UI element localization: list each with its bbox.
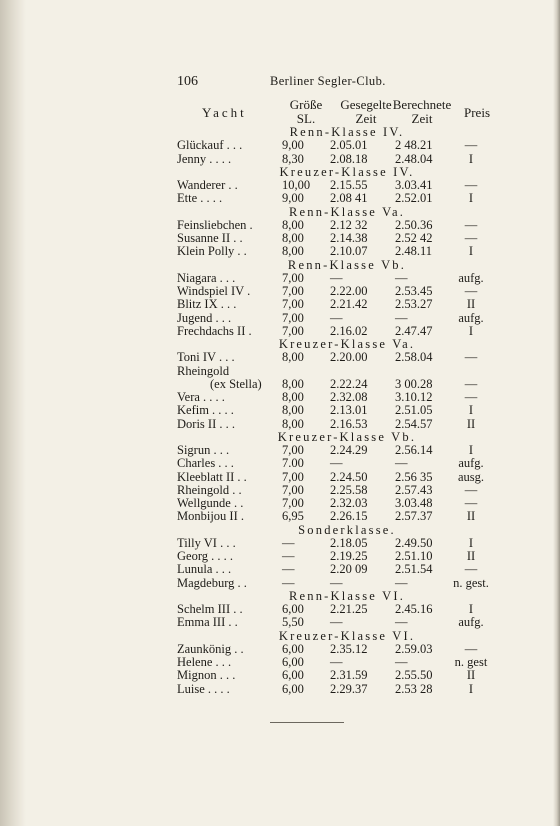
prize: aufg. — [458, 456, 484, 471]
corrected-time: 2.58.04 — [395, 350, 433, 365]
prize: II — [466, 416, 476, 431]
corrected-time: 3 00.28 — [395, 376, 433, 391]
prize: II — [466, 297, 476, 312]
sail-area: — — [282, 562, 295, 577]
corrected-time: 2.50.36 — [395, 217, 433, 232]
sail-area: 8,00 — [282, 403, 304, 418]
sail-area: 9,00 — [282, 191, 304, 206]
yacht-name: Schelm III . . — [177, 602, 243, 616]
corrected-time: 2.54.57 — [395, 416, 433, 431]
prize: I — [468, 535, 474, 550]
yacht-name: Klein Polly . . — [177, 244, 247, 259]
yacht-name: Emma III . . — [177, 615, 238, 630]
sailed-time: 2.32.08 — [330, 390, 368, 404]
sail-area: 7,00 — [282, 469, 304, 484]
sail-area: 7.00 — [282, 456, 304, 471]
prize: II — [466, 549, 476, 563]
sailed-time: 2.13.01 — [330, 403, 368, 418]
sail-area: 7,00 — [282, 270, 304, 285]
prize: — — [464, 284, 478, 298]
sail-area: 7,00 — [282, 323, 304, 338]
sailed-time: 2.14.38 — [330, 231, 368, 245]
class-heading-text: Kreuzer-Klasse Va. — [278, 337, 416, 351]
yacht-name: Vera . . . . — [177, 390, 225, 404]
sail-area: 6,00 — [282, 655, 304, 669]
corrected-time: 2.56 35 — [395, 469, 433, 484]
class-heading-text: Renn-Klasse VI. — [288, 588, 406, 603]
yacht-name: Niagara . . . — [177, 270, 236, 285]
header-gesegelte-line2: Zeit — [355, 111, 377, 126]
table-row — [0, 656, 560, 669]
class-heading-text: Renn-Klasse Va. — [288, 204, 406, 219]
sailed-time: 2.10.07 — [330, 244, 368, 259]
prize: II — [466, 509, 476, 524]
table-row — [0, 153, 560, 166]
yacht-name: Blitz IX . . . — [177, 297, 237, 312]
corrected-time: 2 48.21 — [395, 138, 433, 153]
prize: I — [468, 244, 474, 259]
sailed-time: 2.20 09 — [330, 562, 368, 577]
header-gesegelte-line1: Gesegelte — [340, 97, 392, 112]
closing-rule — [270, 722, 344, 723]
sail-area: 8,30 — [282, 151, 304, 166]
sailed-time: 2.24.29 — [330, 443, 368, 457]
class-heading-text: Kreuzer-Klasse Vb. — [277, 429, 417, 444]
class-heading — [0, 630, 560, 643]
corrected-time: 2.53.27 — [395, 297, 433, 312]
table-row — [0, 563, 560, 576]
yacht-name: Sigrun . . . — [177, 443, 230, 457]
prize: — — [464, 178, 478, 192]
header-berechnete-zeit — [384, 98, 460, 126]
yacht-name: Toni IV . . . — [177, 350, 235, 365]
yacht-name: Tilly VI . . . — [177, 535, 236, 550]
table-row — [0, 616, 560, 629]
prize: ausg. — [457, 469, 485, 484]
corrected-time: 2.53 28 — [395, 681, 433, 696]
sailed-time: 2.18.05 — [330, 535, 368, 550]
yacht-name: Helene . . . — [177, 655, 232, 669]
corrected-time: 2.48.11 — [395, 244, 433, 259]
sailed-time: 2.12 32 — [330, 217, 368, 232]
sailed-time: 2.21.25 — [330, 602, 368, 616]
sailed-time: 2.31.59 — [330, 668, 368, 683]
sail-area: — — [282, 549, 295, 563]
sail-area: 6,00 — [282, 681, 304, 696]
sailed-time: 2.26.15 — [330, 509, 368, 524]
prize: aufg. — [458, 270, 484, 285]
sail-area: 6,00 — [282, 668, 304, 683]
class-heading — [0, 166, 560, 179]
prize: — — [464, 390, 478, 404]
prize: I — [468, 681, 474, 696]
corrected-time: 2.57.43 — [395, 482, 433, 497]
corrected-time: 2.52 42 — [395, 231, 433, 245]
sail-area: 7,00 — [282, 297, 304, 312]
table-row — [0, 643, 560, 656]
corrected-time: — — [395, 310, 408, 325]
table-row — [0, 484, 560, 497]
corrected-time: 2.59.03 — [395, 641, 433, 656]
sail-area: 8,00 — [282, 350, 304, 365]
sailed-time: 2.22.24 — [330, 376, 368, 391]
sailed-time: 2.08.18 — [330, 151, 368, 166]
table-row — [0, 444, 560, 457]
sailed-time: — — [330, 456, 343, 471]
yacht-name: Kefim . . . . — [177, 403, 234, 418]
table-row — [0, 669, 560, 682]
yacht-name: Mignon . . . — [177, 668, 236, 683]
prize: — — [464, 138, 478, 153]
sail-area: 8,00 — [282, 390, 304, 404]
sail-area: 7,00 — [282, 310, 304, 325]
yacht-name: Kleeblatt II . . — [177, 469, 247, 484]
corrected-time: 2.49.50 — [395, 535, 433, 550]
yacht-name: Feinsliebchen . — [177, 217, 253, 232]
corrected-time: 2.56.14 — [395, 443, 433, 457]
sailed-time: 2.05.01 — [330, 138, 368, 153]
corrected-time: 2.51.10 — [395, 549, 433, 563]
yacht-name: Georg . . . . — [177, 549, 234, 563]
sail-area: 5,50 — [282, 615, 304, 630]
sailed-time: — — [330, 655, 343, 669]
class-heading-text: Kreuzer-Klasse IV. — [279, 164, 415, 179]
table-row — [0, 179, 560, 192]
sailed-time: 2.16.02 — [330, 323, 368, 338]
class-heading-text: Renn-Klasse Vb. — [287, 257, 407, 272]
prize: I — [468, 191, 474, 206]
header-berechnete-line1: Berechnete — [392, 97, 452, 112]
header-berechnete-line2: Zeit — [411, 111, 433, 126]
yacht-name: Luise . . . . — [177, 681, 230, 696]
sail-area: 7,00 — [282, 443, 304, 457]
sailed-time: 2.32.03 — [330, 496, 368, 510]
sail-area: 8,00 — [282, 416, 304, 431]
yacht-name: Ette . . . . — [177, 191, 223, 206]
corrected-time: 3.10.12 — [395, 390, 433, 404]
yacht-name: Rheingold . . — [177, 482, 242, 497]
class-heading — [0, 590, 560, 603]
corrected-time: 3.03.41 — [395, 178, 433, 192]
sailed-time: 2.25.58 — [330, 482, 368, 497]
sailed-time: 2.22.00 — [330, 284, 368, 298]
yacht-name: Magdeburg . . — [177, 575, 247, 590]
corrected-time: 2.48.04 — [395, 151, 433, 166]
prize: — — [464, 641, 478, 656]
yacht-name: Susanne II . . — [177, 231, 243, 245]
table-row — [0, 418, 560, 431]
sail-area: 8,00 — [282, 217, 304, 232]
yacht-name: Doris II . . . — [177, 416, 235, 431]
class-heading — [0, 431, 560, 444]
prize: I — [468, 403, 474, 418]
table-row — [0, 404, 560, 417]
table-row — [0, 312, 560, 325]
yacht-name: (ex Stella) — [210, 376, 262, 391]
prize: n. gest — [454, 655, 488, 669]
yacht-name: Rheingold — [177, 363, 230, 378]
yacht-name: Frechdachs II . — [177, 323, 252, 338]
prize: — — [464, 562, 478, 577]
table-row — [0, 192, 560, 205]
table-row — [0, 471, 560, 484]
table-row — [0, 603, 560, 616]
corrected-time: 2.45.16 — [395, 602, 433, 616]
sail-area: 8,00 — [282, 244, 304, 259]
corrected-time: — — [395, 270, 408, 285]
table-row — [0, 378, 560, 391]
prize: — — [464, 482, 478, 497]
yacht-name: Jugend . . . — [177, 310, 232, 325]
prize: — — [464, 231, 478, 245]
class-heading — [0, 206, 560, 219]
corrected-time: 2.51.05 — [395, 403, 433, 418]
yacht-name: Monbijou II . — [177, 509, 245, 524]
corrected-time: — — [395, 456, 408, 471]
running-head: Berliner Segler-Club. — [270, 74, 386, 88]
class-heading — [0, 338, 560, 351]
yacht-name: Charles . . . — [177, 456, 234, 471]
table-row — [0, 497, 560, 510]
table-row — [0, 351, 560, 364]
table-row — [0, 457, 560, 470]
yacht-name: Zaunkönig . . — [177, 641, 244, 656]
sailed-time: 2.35.12 — [330, 641, 368, 656]
yacht-name: Glückauf . . . — [177, 138, 243, 153]
sail-area: 10,00 — [282, 178, 311, 192]
prize: aufg. — [458, 615, 484, 630]
corrected-time: 2.57.37 — [395, 509, 433, 524]
yacht-name: Jenny . . . . — [177, 151, 232, 166]
sail-area: 9,00 — [282, 138, 304, 153]
table-row — [0, 325, 560, 338]
prize: — — [464, 496, 478, 510]
header-groesse — [276, 98, 336, 126]
prize: II — [466, 668, 476, 683]
sail-area: 6,95 — [282, 509, 304, 524]
yacht-name: Wellgunde . . — [177, 496, 244, 510]
results-table — [0, 126, 560, 696]
sail-area: — — [282, 575, 295, 590]
table-row — [0, 285, 560, 298]
table-row — [0, 537, 560, 550]
sailed-time: 2.15.55 — [330, 178, 368, 192]
sailed-time: 2.24.50 — [330, 469, 368, 484]
class-heading-text: Renn-Klasse IV. — [289, 125, 405, 139]
corrected-time: — — [395, 655, 408, 669]
sail-area: 8,00 — [282, 376, 304, 391]
corrected-time: 2.51.54 — [395, 562, 433, 577]
corrected-time: 2.47.47 — [395, 323, 433, 338]
table-row — [0, 550, 560, 563]
yacht-name: Lunula . . . — [177, 562, 232, 577]
header-groesse-line2: SL. — [296, 111, 316, 126]
prize: I — [468, 323, 474, 338]
prize: aufg. — [458, 310, 484, 325]
prize: — — [464, 350, 478, 365]
prize: I — [468, 443, 474, 457]
corrected-time: 3.03.48 — [395, 496, 433, 510]
sailed-time: 2.19.25 — [330, 549, 368, 563]
sail-area: 6,00 — [282, 641, 304, 656]
header-preis: Preis — [464, 105, 490, 120]
class-heading-text: Sonderklasse. — [298, 522, 396, 537]
table-row — [0, 683, 560, 696]
sail-area: 6,00 — [282, 602, 304, 616]
prize: I — [468, 151, 474, 166]
sailed-time: — — [330, 575, 343, 590]
table-row — [0, 365, 560, 378]
table-row — [0, 245, 560, 258]
table-row — [0, 298, 560, 311]
table-row — [0, 272, 560, 285]
corrected-time: — — [395, 615, 408, 630]
corrected-time: — — [395, 575, 408, 590]
sailed-time: 2.20.00 — [330, 350, 368, 365]
table-row — [0, 232, 560, 245]
yacht-name: Wanderer . . — [177, 178, 238, 192]
sailed-time: — — [330, 270, 343, 285]
sailed-time: 2.08 41 — [330, 191, 368, 206]
prize: I — [468, 602, 474, 616]
sailed-time: 2.16.53 — [330, 416, 368, 431]
prize: — — [464, 376, 478, 391]
table-row — [0, 219, 560, 232]
prize: — — [464, 217, 478, 232]
class-heading — [0, 126, 560, 139]
class-heading — [0, 524, 560, 537]
sailed-time: — — [330, 615, 343, 630]
sailed-time: 2.29.37 — [330, 681, 368, 696]
sail-area: — — [282, 535, 295, 550]
sail-area: 7,00 — [282, 482, 304, 497]
table-row — [0, 139, 560, 152]
table-row — [0, 577, 560, 590]
header-groesse-line1: Größe — [289, 97, 323, 112]
table-row — [0, 391, 560, 404]
yacht-name: Windspiel IV . — [177, 284, 251, 298]
sailed-time: 2.21.42 — [330, 297, 368, 312]
table-row — [0, 510, 560, 523]
sail-area: 8,00 — [282, 231, 304, 245]
class-heading-text: Kreuzer-Klasse VI. — [278, 628, 416, 643]
corrected-time: 2.53.45 — [395, 284, 433, 298]
sail-area: 7,00 — [282, 284, 304, 298]
prize: n. gest. — [453, 575, 489, 590]
sailed-time: — — [330, 310, 343, 325]
class-heading — [0, 259, 560, 272]
corrected-time: 2.52.01 — [395, 191, 433, 206]
page-number: 106 — [177, 74, 198, 89]
sail-area: 7,00 — [282, 496, 304, 510]
corrected-time: 2.55.50 — [395, 668, 433, 683]
header-yacht: Yacht — [202, 105, 247, 120]
